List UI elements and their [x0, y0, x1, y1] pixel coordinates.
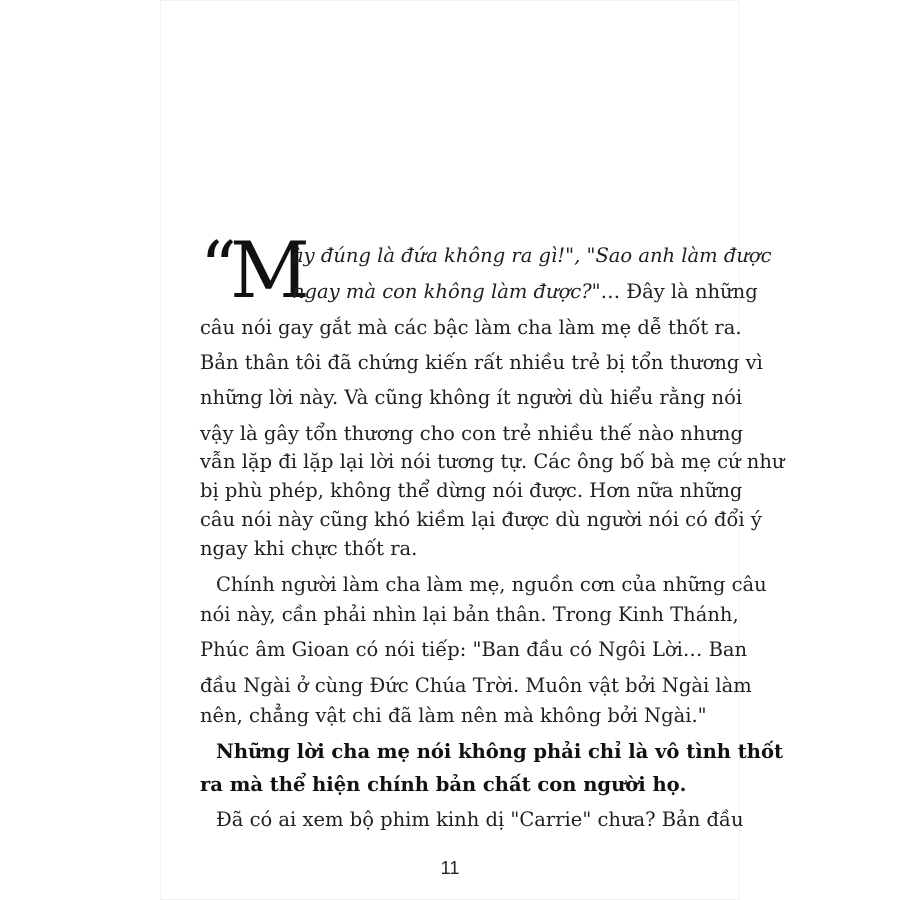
drop-cap-letter: M — [230, 226, 310, 316]
paragraph1-line: bị phù phép, không thể dừng nói được. Hơn nữa những — [200, 479, 743, 502]
paragraph1-line: câu nói này cũng khó kiềm lại được dù người nói có đổi ý — [200, 508, 762, 531]
bold-paragraph-line: Những lời cha mẹ nói không phải chỉ là vô tình thốt — [216, 740, 783, 763]
paragraph2-line: đầu Ngài ở cùng Đức Chúa Trời. Muôn vật bởi Ngài làm — [200, 674, 752, 697]
opening-line-1: ày đúng là đứa không ra gì!", "Sao anh làm được — [292, 244, 772, 267]
bold-paragraph-line: ra mà thể hiện chính bản chất con người họ. — [200, 773, 687, 796]
paragraph1-line: ngay khi chực thốt ra. — [200, 537, 418, 560]
paragraph1-line: những lời này. Và cũng không ít người dù hiểu rằng nói — [200, 386, 743, 409]
paragraph1-line: Bản thân tôi đã chứng kiến rất nhiều trẻ bị tổn thương vì — [200, 351, 763, 374]
paragraph2-line: Phúc âm Gioan có nói tiếp: "Ban đầu có Ngôi Lời… Ban — [200, 638, 748, 661]
opening-line-2-rest: … Đây là những — [600, 280, 758, 303]
paragraph2-line: Chính người làm cha làm mẹ, nguồn cơn của những câu — [216, 573, 767, 596]
opening-quote-mark: “ — [200, 226, 237, 310]
book-page — [160, 0, 785, 900]
paragraph1-line: vậy là gây tổn thương cho con trẻ nhiều thế nào nhưng — [200, 422, 743, 445]
paragraph3-line: Đã có ai xem bộ phim kinh dị "Carrie" chưa? Bản đầu — [216, 808, 744, 831]
paragraph1-line: câu nói gay gắt mà các bậc làm cha làm mẹ dễ thốt ra. — [200, 316, 742, 339]
page-number: 11 — [440, 858, 460, 878]
paragraph1-line: vẫn lặp đi lặp lại lời nói tương tự. Các ông bố bà mẹ cứ như — [200, 450, 785, 473]
opening-line-2 — [292, 275, 758, 309]
opening-line-2-italic: ngay mà con không làm được?" — [292, 280, 601, 303]
paragraph2-line: nên, chẳng vật chi đã làm nên mà không bởi Ngài." — [200, 704, 707, 727]
drop-cap-block — [200, 226, 310, 316]
paragraph2-line: nói này, cần phải nhìn lại bản thân. Trong Kinh Thánh, — [200, 603, 739, 626]
